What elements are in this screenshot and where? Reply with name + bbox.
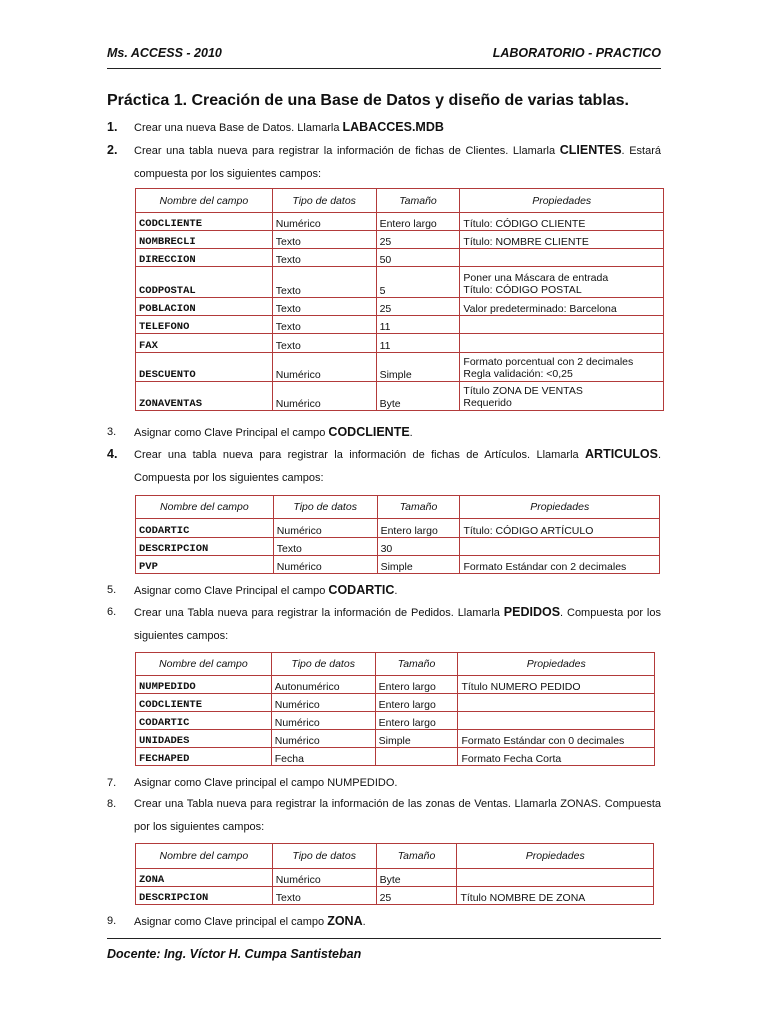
articulos-table xyxy=(135,495,660,574)
col-header: Nombre del campo xyxy=(136,653,272,676)
col-header: Tamaño xyxy=(375,653,458,676)
table-row: POBLACION Texto 25 Valor predeterminado: Barcelona xyxy=(136,298,664,316)
instruction-4: 4. Crear una tabla nueva para registrar la información de fichas de Artículos. Llamarla ARTICULOS. Compuesta por los siguientes campos: xyxy=(107,447,661,484)
instruction-1: 1. Crear una nueva Base de Datos. Llamarla LABACCES.MDB xyxy=(107,120,444,134)
table-row: FECHAPED Fecha Formato Fecha Corta xyxy=(136,748,655,766)
table-row: DESCUENTO Numérico Simple Formato porcentual con 2 decimales Regla validación: <0,25 xyxy=(136,353,664,382)
table-row: TELEFONO Texto 11 xyxy=(136,316,664,334)
col-header: Tamaño xyxy=(376,844,457,869)
col-header: Tipo de datos xyxy=(273,496,377,519)
page-title: Práctica 1. Creación de una Base de Datos y diseño de varias tablas. xyxy=(107,92,629,109)
table-row: DESCRIPCION Texto 30 xyxy=(136,538,660,556)
page-header xyxy=(107,44,661,69)
instruction-7: 7. Asignar como Clave principal el campo NUMPEDIDO. xyxy=(107,777,398,789)
col-header: Tipo de datos xyxy=(271,653,375,676)
table-row: ZONA Numérico Byte xyxy=(136,869,654,887)
col-header: Nombre del campo xyxy=(136,496,274,519)
col-header: Tamaño xyxy=(377,496,460,519)
table-row: CODCLIENTE Numérico Entero largo Título: CÓDIGO CLIENTE xyxy=(136,213,664,231)
table-row: CODCLIENTE Numérico Entero largo xyxy=(136,694,655,712)
instruction-3: 3. Asignar como Clave Principal el campo CODCLIENTE. xyxy=(107,425,413,439)
table-row: CODARTIC Numérico Entero largo Título: CÓDIGO ARTÍCULO xyxy=(136,519,660,538)
col-header: Nombre del campo xyxy=(136,189,273,213)
table-row: FAX Texto 11 xyxy=(136,334,664,353)
col-header: Propiedades xyxy=(458,653,655,676)
page-footer: Docente: Ing. Víctor H. Cumpa Santisteban xyxy=(107,938,661,961)
table-row: CODARTIC Numérico Entero largo xyxy=(136,712,655,730)
instruction-2: 2. Crear una tabla nueva para registrar la información de fichas de Clientes. Llamarla CLIENTES. Estará compuesta por los siguientes campos: xyxy=(107,143,661,180)
clientes-table xyxy=(135,188,664,411)
table-row: NOMBRECLI Texto 25 Título: NOMBRE CLIENTE xyxy=(136,231,664,249)
header-right: LABORATORIO - PRACTICO xyxy=(492,46,661,60)
pedidos-table xyxy=(135,652,655,766)
table-row: CODPOSTAL Texto 5 Poner una Máscara de entrada Título: CÓDIGO POSTAL xyxy=(136,267,664,298)
table-row: UNIDADES Numérico Simple Formato Estándar con 0 decimales xyxy=(136,730,655,748)
col-header: Tipo de datos xyxy=(272,189,376,213)
table-row: ZONAVENTAS Numérico Byte Título ZONA DE VENTAS Requerido xyxy=(136,382,664,411)
instruction-8: 8. Crear una Tabla nueva para registrar la información de las zonas de Ventas. Llamarla ZONAS. Compuesta por los siguientes campos: xyxy=(107,798,661,833)
col-header: Propiedades xyxy=(460,189,664,213)
zonas-table xyxy=(135,843,654,905)
col-header: Tamaño xyxy=(376,189,460,213)
instruction-9: 9. Asignar como Clave principal el campo ZONA. xyxy=(107,914,366,928)
table-row: PVP Numérico Simple Formato Estándar con 2 decimales xyxy=(136,556,660,574)
header-left: Ms. ACCESS - 2010 xyxy=(107,46,222,60)
col-header: Nombre del campo xyxy=(136,844,273,869)
instruction-5: 5. Asignar como Clave Principal el campo CODARTIC. xyxy=(107,583,398,597)
table-row: DIRECCION Texto 50 xyxy=(136,249,664,267)
col-header: Propiedades xyxy=(457,844,654,869)
col-header: Propiedades xyxy=(460,496,660,519)
table-row: NUMPEDIDO Autonumérico Entero largo Título NUMERO PEDIDO xyxy=(136,676,655,694)
instruction-6: 6. Crear una Tabla nueva para registrar la información de Pedidos. Llamarla PEDIDOS. Compuesta por los siguientes campos: xyxy=(107,605,661,642)
col-header: Tipo de datos xyxy=(272,844,376,869)
table-row: DESCRIPCION Texto 25 Título NOMBRE DE ZONA xyxy=(136,887,654,905)
